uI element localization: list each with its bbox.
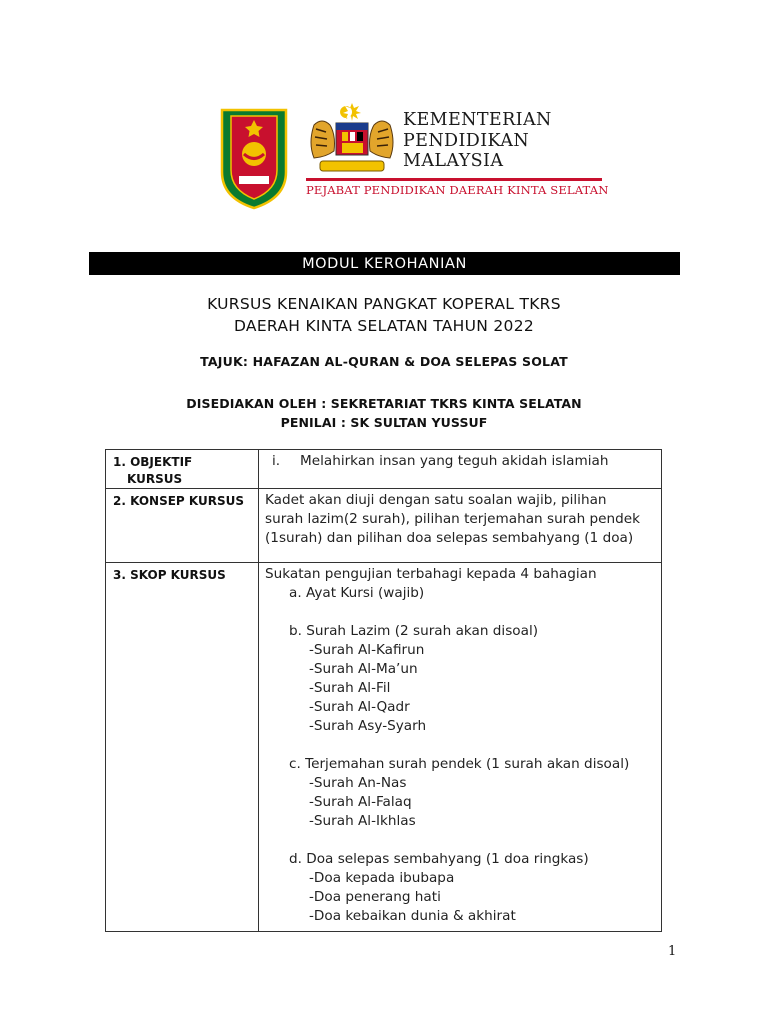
row-label-scope: 3. SKOP KURSUS	[106, 563, 259, 932]
header-divider	[306, 178, 602, 181]
course-title-line-1: KURSUS KENAIKAN PANGKAT KOPERAL TKRS	[207, 295, 561, 313]
scope-item-b: b. Surah Lazim (2 surah akan disoal)	[289, 623, 539, 639]
list-item: -Surah Al-Ma’un	[309, 661, 418, 677]
row-label-objective	[106, 450, 259, 489]
course-title	[0, 293, 768, 337]
table-row-objective	[106, 450, 662, 489]
ministry-line-2: PENDIDIKAN	[403, 130, 530, 151]
table-row-concept	[106, 489, 662, 563]
concept-line-1: Kadet akan diuji dengan satu soalan wajib, pilihan	[265, 492, 607, 508]
list-item: -Surah Al-Qadr	[309, 699, 410, 715]
roman-bullet: i.	[272, 453, 281, 469]
concept-line-3: (1surah) dan pilihan doa selepas sembahyang (1 doa)	[265, 530, 634, 546]
concept-line-2: surah lazim(2 surah), pilihan terjemahan surah pendek	[265, 511, 641, 527]
ministry-line-3: MALAYSIA	[403, 151, 504, 171]
row-value-objective	[259, 450, 662, 489]
row-value-scope	[259, 563, 662, 932]
list-item: -Surah Al-Fil	[309, 680, 391, 696]
table-row-scope	[106, 563, 662, 932]
objective-label-line-2: KURSUS	[127, 472, 183, 486]
list-item: -Doa kebaikan dunia & akhirat	[309, 908, 516, 924]
assessor: PENILAI : SK SULTAN YUSSUF	[280, 415, 488, 430]
district-office-name: PEJABAT PENDIDIKAN DAERAH KINTA SELATAN	[306, 183, 609, 197]
list-item: -Surah Al-Falaq	[309, 794, 412, 810]
scope-intro: Sukatan pengujian terbahagi kepada 4 bahagian	[265, 566, 597, 582]
list-item: -Surah Al-Ikhlas	[309, 813, 416, 829]
cadet-corps-shield-logo	[219, 106, 289, 210]
page-number: 1	[668, 944, 677, 959]
malaysia-coat-of-arms	[306, 103, 398, 177]
scope-item-a: a. Ayat Kursi (wajib)	[289, 585, 425, 601]
objective-label-line-1: 1. OBJEKTIF	[113, 455, 193, 469]
topic-heading: TAJUK: HAFAZAN AL-QURAN & DOA SELEPAS SOLAT	[200, 354, 568, 369]
list-item: -Doa kepada ibubapa	[309, 870, 455, 886]
list-item: -Surah Al-Kafirun	[309, 642, 425, 658]
ministry-line-1: KEMENTERIAN	[403, 110, 552, 130]
list-item: -Surah An-Nas	[309, 775, 407, 791]
scope-item-d: d. Doa selepas sembahyang (1 doa ringkas)	[289, 851, 589, 867]
course-title-line-2: DAERAH KINTA SELATAN TAHUN 2022	[233, 317, 535, 335]
module-title-bar: MODUL KEROHANIAN	[89, 252, 680, 275]
prepared-by: DISEDIAKAN OLEH : SEKRETARIAT TKRS KINTA SELATAN	[186, 396, 582, 411]
list-item: -Surah Asy-Syarh	[309, 718, 427, 734]
course-table	[105, 449, 662, 932]
prepared-by-block	[0, 394, 768, 432]
row-value-concept	[259, 489, 662, 563]
objective-text: Melahirkan insan yang teguh akidah islamiah	[300, 453, 609, 469]
list-item: -Doa penerang hati	[309, 889, 441, 905]
row-label-concept: 2. KONSEP KURSUS	[106, 489, 259, 563]
ministry-name	[403, 110, 552, 172]
scope-item-c: c. Terjemahan surah pendek (1 surah akan disoal)	[289, 756, 630, 772]
